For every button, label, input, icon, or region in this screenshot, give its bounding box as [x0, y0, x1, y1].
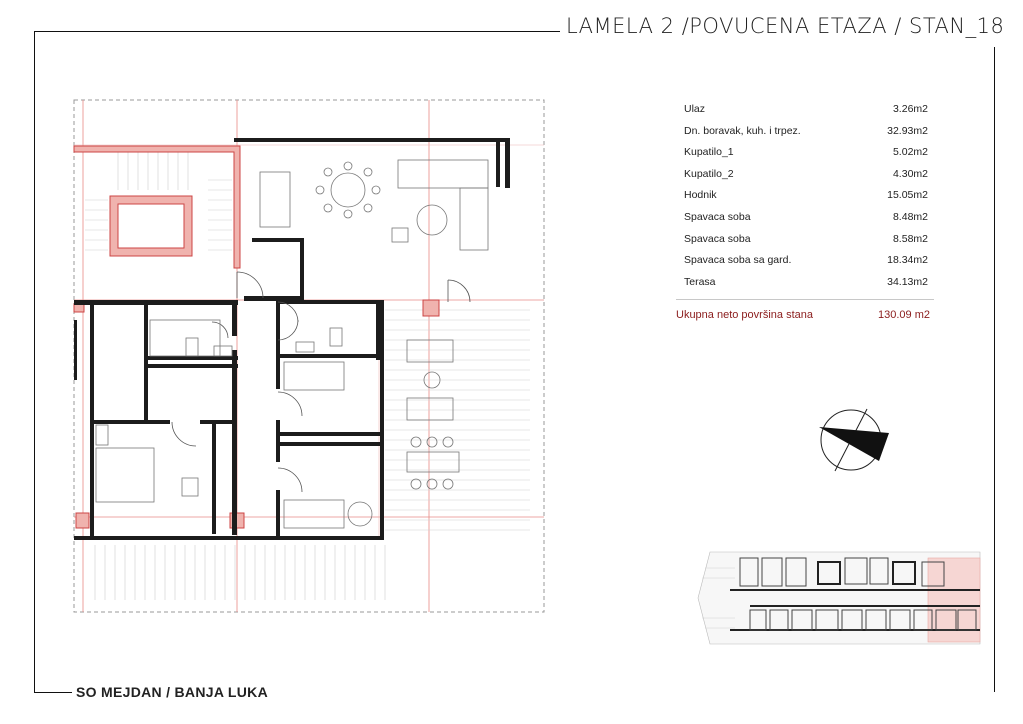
area-row — [684, 186, 932, 208]
terrace-bottom-decking — [95, 545, 385, 600]
area-value: 3.26m2 — [892, 103, 928, 115]
area-value: 32.93m2 — [887, 124, 928, 137]
area-value: 34.13m2 — [887, 275, 928, 288]
key-plan — [690, 548, 990, 650]
sheet-title: LAMELA 2 /POVUCENA ETAZA / STAN_18 — [566, 14, 1005, 38]
area-value: 18.34m2 — [887, 254, 928, 267]
area-row — [684, 100, 932, 122]
area-row — [684, 230, 932, 252]
frame-right-line — [994, 47, 995, 692]
total-area-value: 130.09 m2 — [878, 309, 930, 321]
area-table — [684, 100, 932, 294]
highlighted-walls — [74, 146, 439, 528]
area-row — [684, 122, 932, 144]
total-area-label: Ukupna neto površina stana — [676, 309, 813, 321]
area-name: Spavaca soba sa gard. — [684, 254, 792, 267]
area-value: 5.02m2 — [892, 146, 928, 159]
area-value: 4.30m2 — [892, 167, 928, 180]
area-name: Spavaca soba — [684, 210, 751, 223]
area-value: 8.48m2 — [892, 210, 928, 223]
area-value: 8.58m2 — [892, 232, 928, 245]
area-name: Spavaca soba — [684, 232, 751, 245]
area-name: Ulaz — [684, 103, 706, 115]
north-arrow-icon — [809, 405, 893, 475]
area-row — [684, 251, 932, 273]
sheet-footer: SO MEJDAN / BANJA LUKA — [76, 684, 268, 700]
area-name: Kupatilo_1 — [684, 146, 734, 159]
area-name: Hodnik — [684, 189, 717, 202]
area-row — [684, 273, 932, 295]
area-row — [684, 165, 932, 187]
area-row — [684, 143, 932, 165]
total-divider — [676, 299, 934, 300]
area-name: Terasa — [684, 275, 716, 288]
area-row — [684, 208, 932, 230]
area-name: Kupatilo_2 — [684, 167, 734, 180]
area-value: 15.05m2 — [887, 189, 928, 202]
area-name: Dn. boravak, kuh. i trpez. — [684, 124, 801, 137]
